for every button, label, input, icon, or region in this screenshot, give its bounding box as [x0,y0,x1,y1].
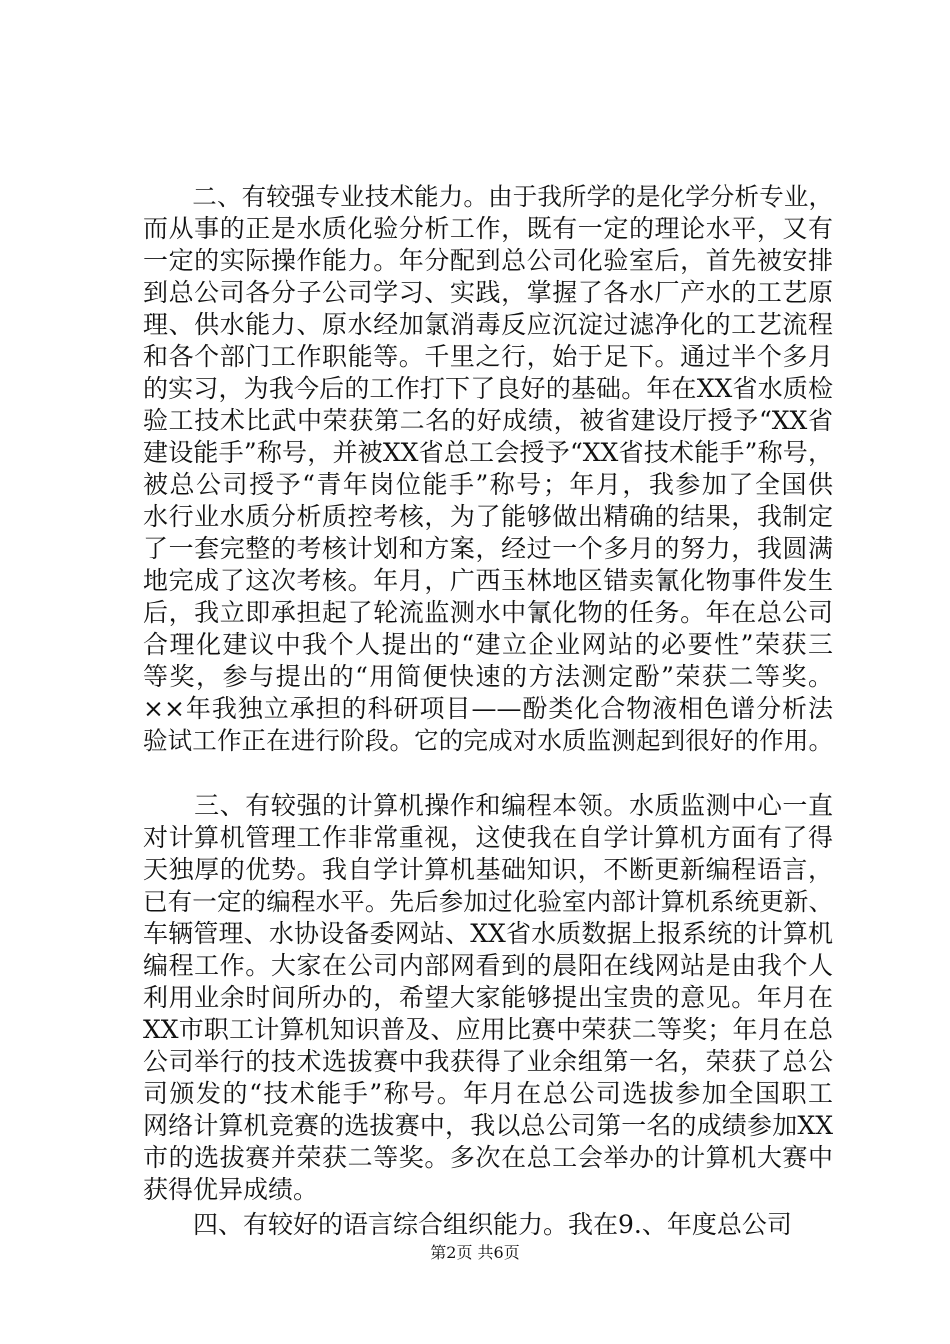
text-line: 网络计算机竞赛的选拔赛中，我以总公司第一名的成绩参加XX [143,1111,833,1140]
text-line: 三、有较强的计算机操作和编程本领。水质监测中心一直 [143,791,833,820]
text-line: 公司举行的技术选拔赛中我获得了业余组第一名，荣获了总公 [143,1047,833,1076]
text-line: 获得优异成绩。 [143,1175,319,1204]
text-line: 水行业水质分析质控考核，为了能够做出精确的结果，我制定 [143,502,833,531]
text-line: 市的选拔赛并荣获二等奖。多次在总工会举办的计算机大赛中 [143,1143,833,1172]
text-line: 车辆管理、水协设备委网站、XX省水质数据上报系统的计算机 [143,919,833,948]
text-line: 验工技术比武中荣获第二名的好成绩，被省建设厅授予“XX省 [143,406,833,435]
text-line: 后，我立即承担起了轮流监测水中氰化物的任务。年在总公司 [143,598,833,627]
text-line: 地完成了这次考核。年月，广西玉林地区错卖氰化物事件发生 [143,566,833,595]
text-line: 编程工作。大家在公司内部网看到的晨阳在线网站是由我个人 [143,951,833,980]
text-line: 而从事的正是水质化验分析工作，既有一定的理论水平，又有 [143,214,833,243]
page-number-footer: 第2页 共6页 [430,1243,520,1262]
text-line: 四、有较好的语言综合组织能力。我在9.、年度总公司 [143,1210,792,1239]
text-line: 和各个部门工作职能等。千里之行，始于足下。通过半个多月 [143,342,833,371]
text-line: 对计算机管理工作非常重视，这使我在自学计算机方面有了得 [143,823,833,852]
text-line: 利用业余时间所办的，希望大家能够提出宝贵的意见。年月在 [143,983,833,1012]
text-line: 一定的实际操作能力。年分配到总公司化验室后，首先被安排 [143,246,833,275]
text-line: 理、供水能力、原水经加氯消毒反应沉淀过滤净化的工艺流程 [143,310,833,339]
text-line: 了一套完整的考核计划和方案，经过一个多月的努力，我圆满 [143,534,833,563]
text-line: 等奖，参与提出的“用简便快速的方法测定酚”荣获二等奖。 [143,662,833,691]
text-line: 司颁发的“技术能手”称号。年月在总公司选拔参加全国职工 [143,1079,833,1108]
text-line: 的实习，为我今后的工作打下了良好的基础。年在XX省水质检 [143,374,833,403]
text-line: 到总公司各分子公司学习、实践，掌握了各水厂产水的工艺原 [143,278,833,307]
text-line: ××年我独立承担的科研项目——酚类化合物液相色谱分析法 [143,694,833,723]
text-line: XX市职工计算机知识普及、应用比赛中荣获二等奖；年月在总 [143,1015,833,1044]
text-line: 被总公司授予“青年岗位能手”称号；年月，我参加了全国供 [143,470,833,499]
text-line: 已有一定的编程水平。先后参加过化验室内部计算机系统更新、 [143,887,833,916]
text-line: 验试工作正在进行阶段。它的完成对水质监测起到很好的作用。 [143,726,833,755]
text-line: 合理化建议中我个人提出的“建立企业网站的必要性”荣获三 [143,630,833,659]
text-line: 天独厚的优势。我自学计算机基础知识，不断更新编程语言， [143,855,833,884]
text-line: 建设能手”称号，并被XX省总工会授予“XX省技术能手”称号， [143,438,833,467]
text-line: 二、有较强专业技术能力。由于我所学的是化学分析专业， [143,182,833,211]
